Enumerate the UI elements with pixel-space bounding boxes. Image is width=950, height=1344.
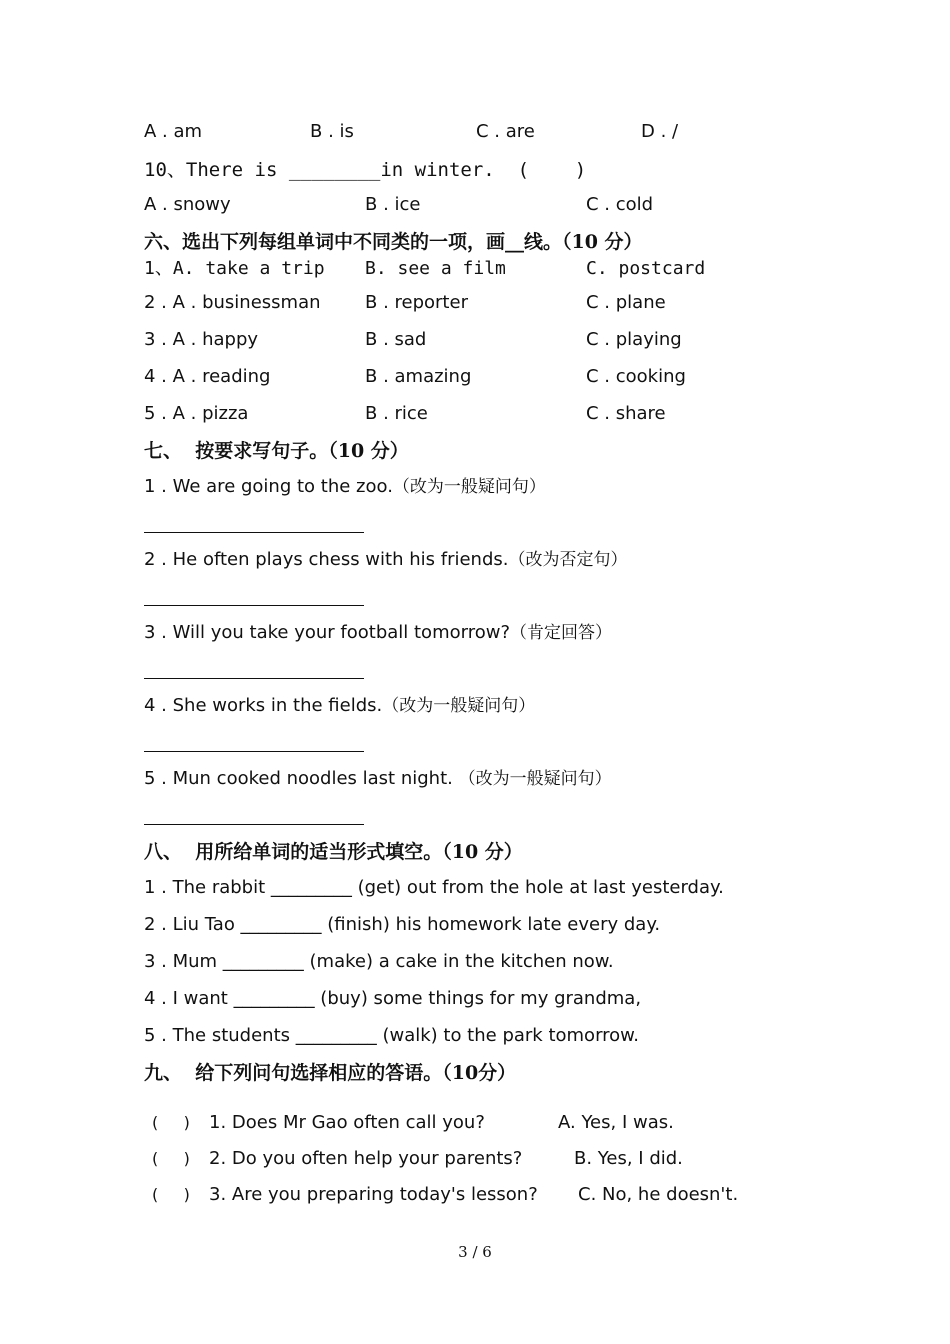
match-question: 3. Are you preparing today's lesson? (209, 1184, 538, 1205)
answer-line[interactable] (144, 824, 364, 825)
match-answer: B. Yes, I did. (574, 1148, 683, 1169)
row4-option-c: C . cooking (586, 366, 686, 387)
row3-option-c: C . playing (586, 329, 682, 350)
rewrite-sentence: 3 . Will you take your football tomorrow? (144, 622, 510, 643)
row2-option-b: B . reporter (365, 292, 468, 313)
rewrite-item-5 (144, 767, 612, 791)
answer-line[interactable] (144, 605, 364, 606)
q10-option-c: C . cold (586, 194, 654, 215)
match-answer: A. Yes, I was. (558, 1112, 674, 1133)
row3-option-b: B . sad (365, 329, 427, 350)
row4-option-a: 4 . A . reading (144, 366, 271, 387)
rewrite-sentence: 5 . Mun cooked noodles last night. (144, 768, 459, 789)
section9-heading: 九、 给下列问句选择相应的答语。（10分） (144, 1062, 517, 1084)
match-question: 1. Does Mr Gao often call you? (209, 1112, 485, 1133)
q10-prompt: 10、There is ________in winter. ( ) (144, 159, 587, 181)
row5-option-b: B . rice (365, 403, 428, 424)
match-answer: C. No, he doesn't. (578, 1184, 739, 1205)
q9-option-a: A . am (144, 121, 203, 142)
row4-option-b: B . amazing (365, 366, 472, 387)
answer-bracket[interactable]: ( ) (152, 1113, 190, 1132)
fill-blank-item: 1 . The rabbit _________ (get) out from the hole at last yesterday. (144, 877, 724, 898)
rewrite-instruction: （改为一般疑问句） (392, 477, 546, 497)
answer-line[interactable] (144, 532, 364, 533)
rewrite-sentence: 4 . She works in the fields. (144, 695, 383, 716)
row5-option-c: C . share (586, 403, 666, 424)
q10-option-b: B . ice (365, 194, 421, 215)
rewrite-instruction: （肯定回答） (510, 623, 612, 643)
answer-bracket[interactable]: ( ) (152, 1185, 190, 1204)
q9-option-c: C . are (476, 121, 535, 142)
rewrite-instruction: （改为否定句） (508, 550, 628, 570)
rewrite-item-4 (144, 694, 535, 718)
q10-option-a: A . snowy (144, 194, 231, 215)
q9-option-d: D . / (641, 121, 679, 142)
rewrite-item-3 (144, 621, 612, 645)
answer-line[interactable] (144, 678, 364, 679)
row5-option-a: 5 . A . pizza (144, 403, 249, 424)
rewrite-sentence: 2 . He often plays chess with his friends. (144, 549, 509, 570)
row2-option-c: C . plane (586, 292, 666, 313)
page-number: 3 / 6 (458, 1243, 492, 1261)
match-question: 2. Do you often help your parents? (209, 1148, 523, 1169)
row1-option-b: B. see a film (365, 258, 506, 279)
q9-option-b: B . is (310, 121, 354, 142)
answer-bracket[interactable]: ( ) (152, 1149, 190, 1168)
fill-blank-item: 3 . Mum _________ (make) a cake in the kitchen now. (144, 951, 614, 972)
fill-blank-item: 4 . I want _________ (buy) some things for my grandma, (144, 988, 642, 1009)
rewrite-item-2 (144, 548, 627, 572)
rewrite-instruction: （改为一般疑问句） (458, 769, 612, 789)
section6-heading: 六、选出下列每组单词中不同类的一项，画__线。（10 分） (144, 231, 643, 253)
rewrite-sentence: 1 . We are going to the zoo. (144, 476, 393, 497)
section7-heading: 七、 按要求写句子。（10 分） (144, 440, 409, 462)
rewrite-item-1 (144, 475, 546, 499)
fill-blank-item: 2 . Liu Tao _________ (finish) his homework late every day. (144, 914, 661, 935)
section8-heading: 八、 用所给单词的适当形式填空。（10 分） (144, 841, 523, 863)
rewrite-instruction: （改为一般疑问句） (382, 696, 536, 716)
row3-option-a: 3 . A . happy (144, 329, 259, 350)
fill-blank-item: 5 . The students _________ (walk) to the park tomorrow. (144, 1025, 639, 1046)
row2-option-a: 2 . A . businessman (144, 292, 321, 313)
row1-option-a: 1、A. take a trip (144, 258, 325, 279)
row1-option-c: C. postcard (586, 258, 706, 279)
answer-line[interactable] (144, 751, 364, 752)
